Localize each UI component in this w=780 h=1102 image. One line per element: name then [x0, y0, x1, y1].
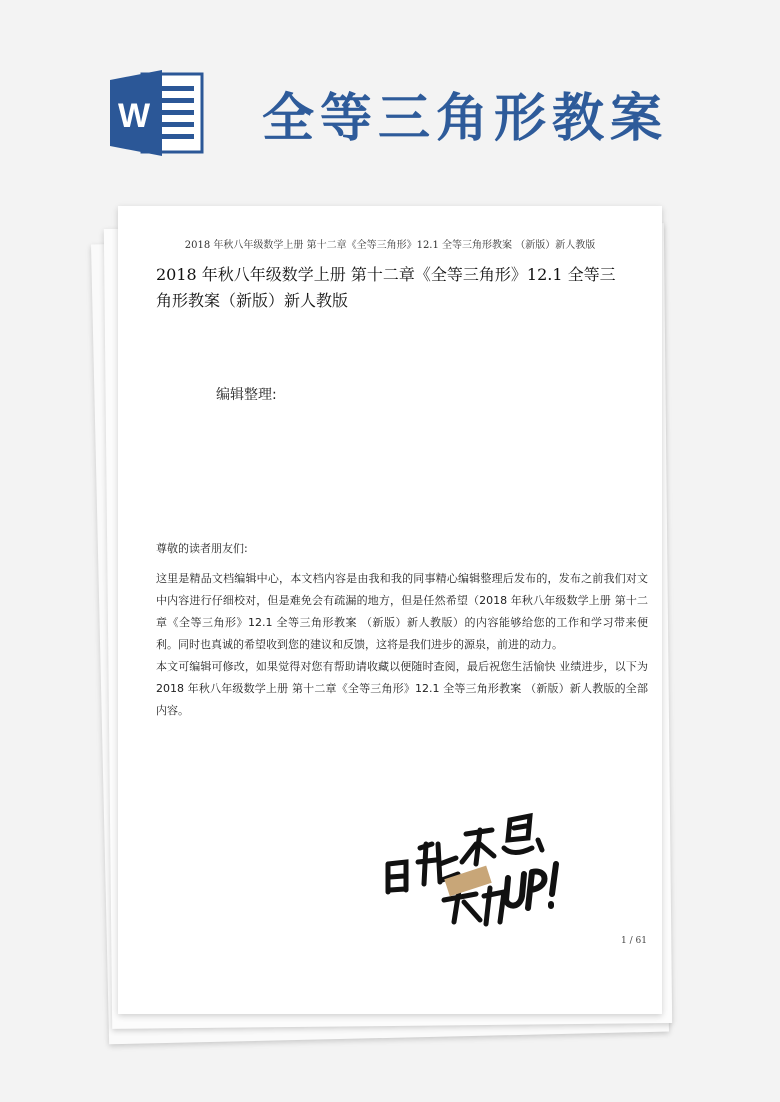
word-icon-letter: W — [117, 97, 151, 135]
paragraph: 本文可编辑可修改，如果觉得对您有帮助请收藏以便随时查阅，最后祝您生活愉快 业绩进步，以下为 2018 年秋八年级数学上册 第十二章《全等三角形》12.1 全等三角形教案 （新版）新人教版的全部内容。 — [156, 660, 648, 717]
greeting: 尊敬的读者朋友们: — [156, 542, 248, 555]
page-number: 1 / 61 — [621, 936, 647, 946]
body-text — [156, 568, 648, 722]
banner — [0, 0, 780, 190]
paragraph: 这里是精品文档编辑中心，本文档内容是由我和我的同事精心编辑整理后发布的，发布之前我们对文中内容进行仔细校对，但是难免会有疏漏的地方，但是任然希望（2018 年秋八年级数学上册 第十二章《全等三角形》12.1 全等三角形教案 （新版）新人教版）的内容能够给您的工作和学习带来便利。同时也真诚的希望收到您的建议和反馈，这将是我们进步的源泉，前进的动力。 — [156, 572, 648, 651]
banner-title: 全等三角形教案 — [262, 89, 669, 149]
running-header: 2018 年秋八年级数学上册 第十二章《全等三角形》12.1 全等三角形教案 （新版）新人教版 — [184, 240, 596, 251]
word-document-icon — [108, 68, 208, 158]
document-title: 2018 年秋八年级数学上册 第十二章《全等三角形》12.1 全等三角形教案（新版）新人教版 — [156, 265, 616, 310]
document-page — [118, 206, 662, 1014]
motto-calligraphy-graphic — [380, 804, 560, 934]
editor-label: 编辑整理: — [216, 387, 277, 403]
